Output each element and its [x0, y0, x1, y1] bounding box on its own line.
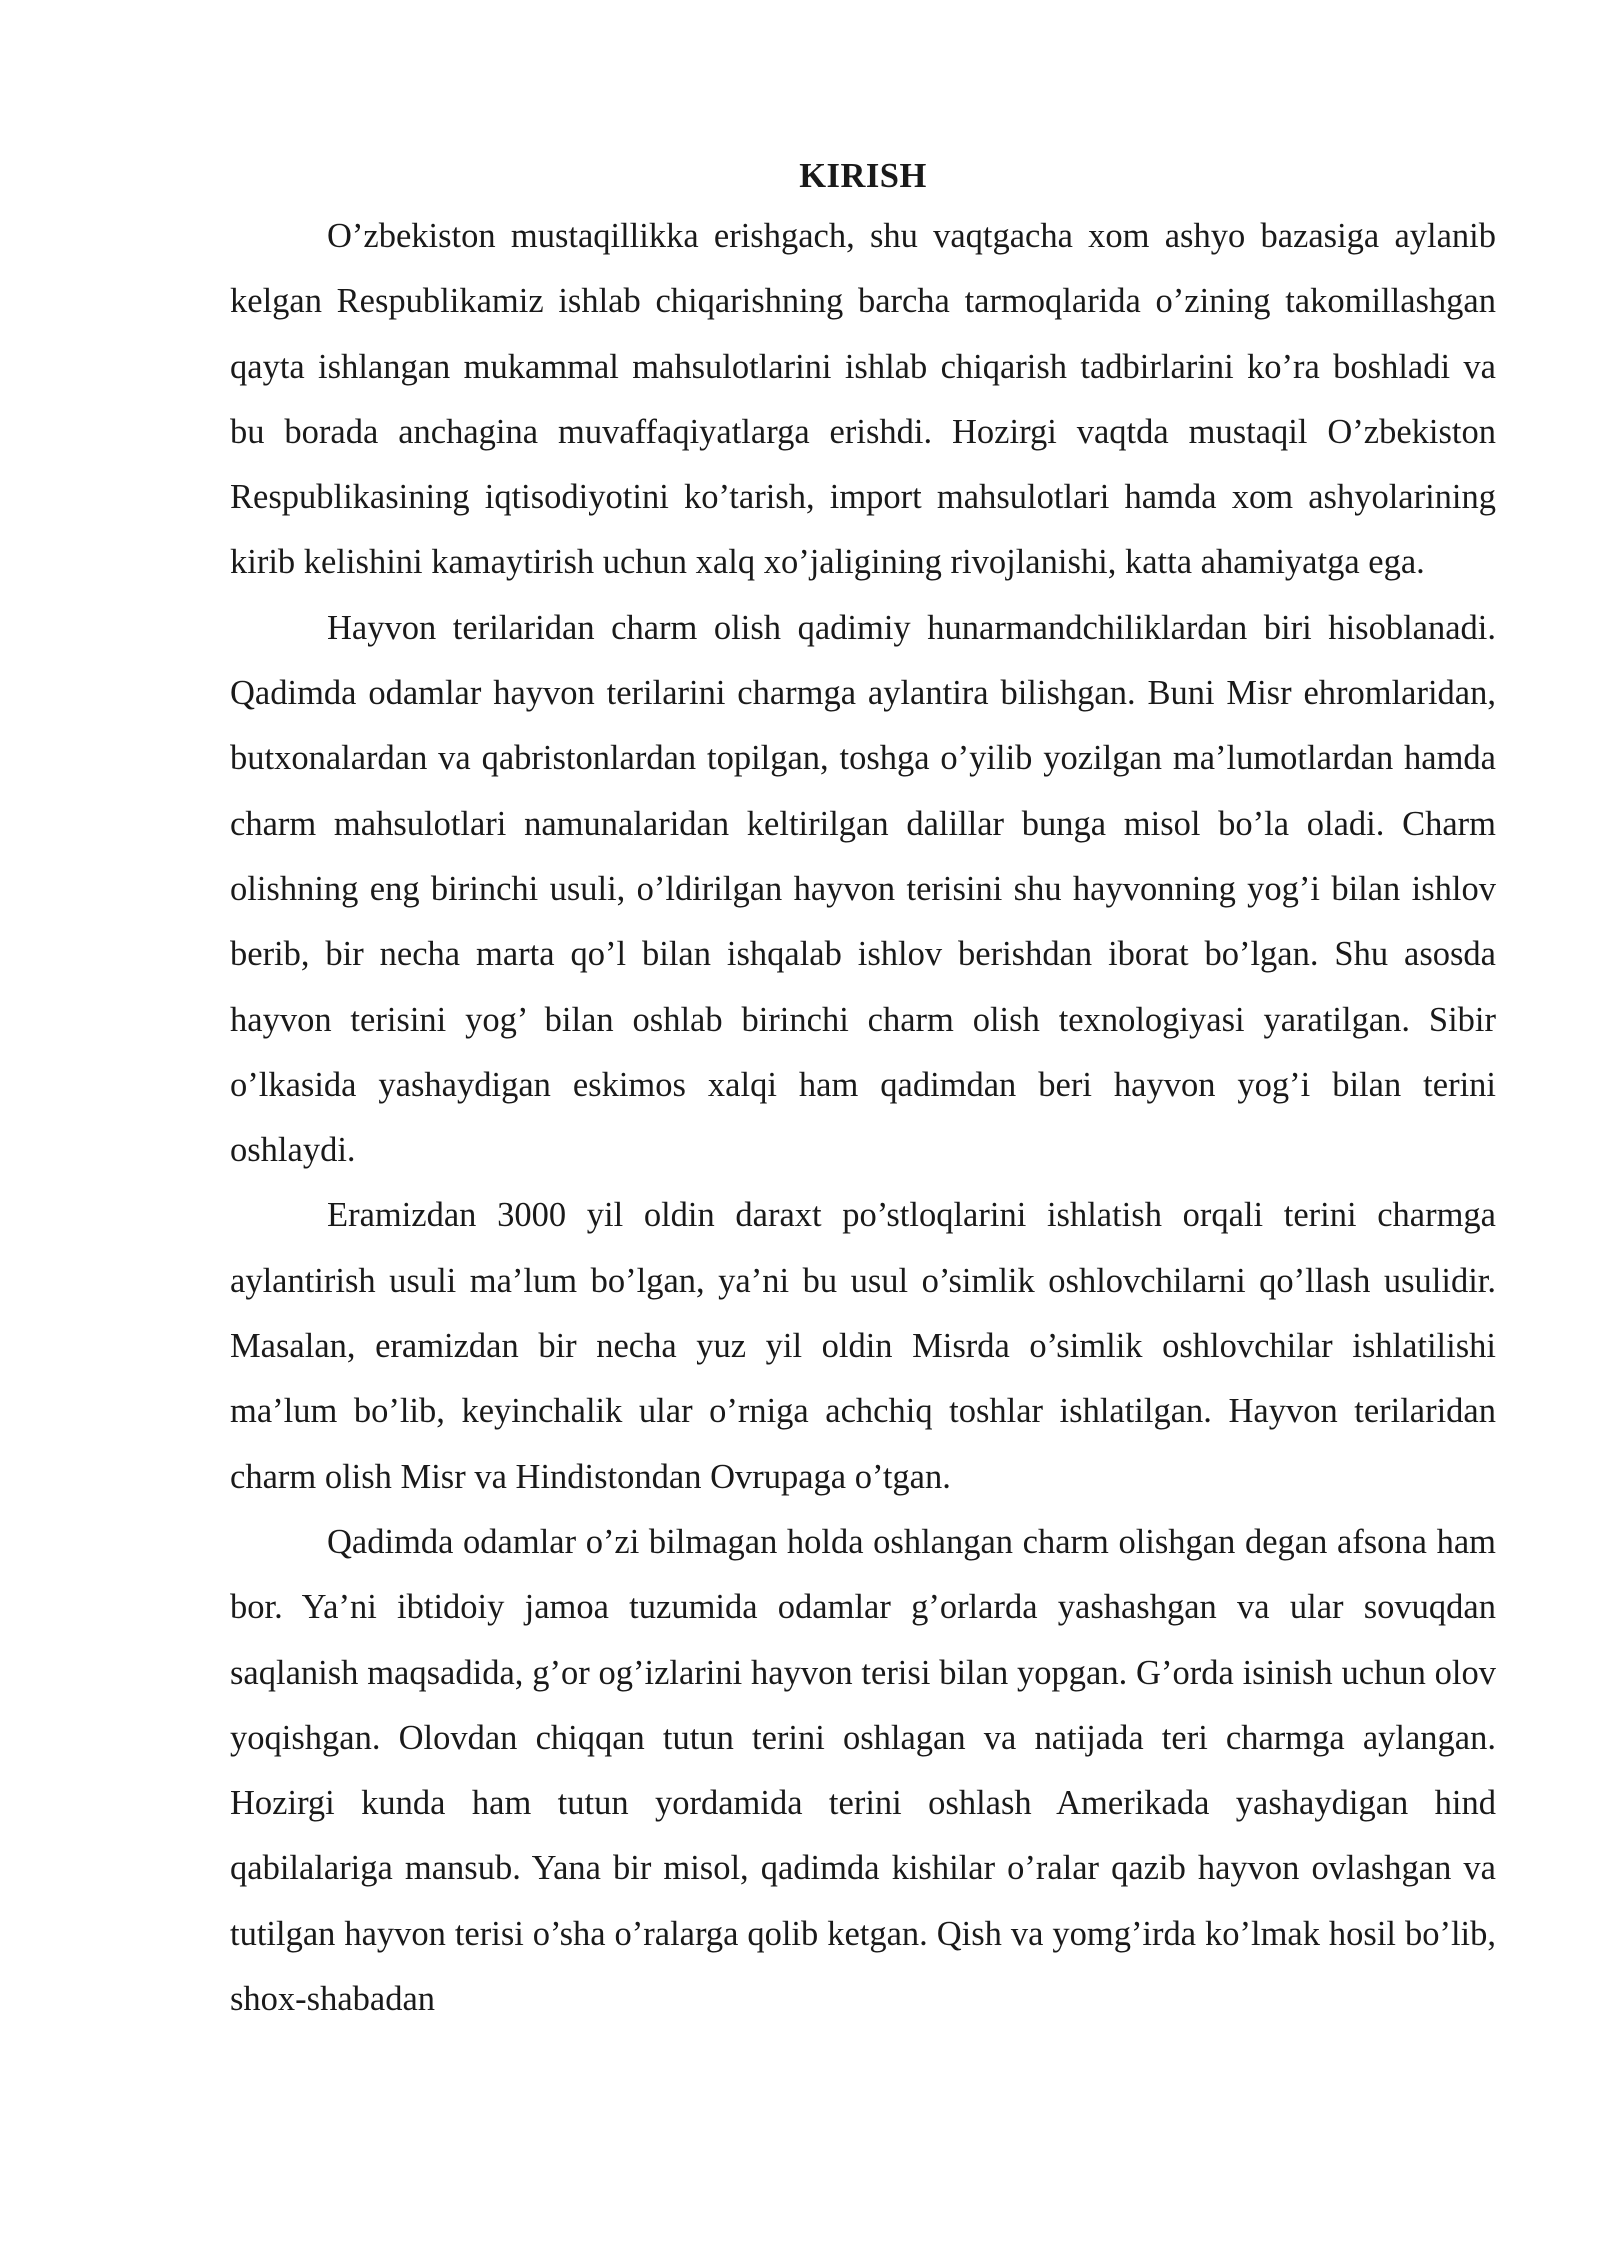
paragraph-1: O’zbekiston mustaqillikka erishgach, shu vaqtgacha xom ashyo bazasiga aylanib kelgan Respublikamiz ishlab chiqarishning barcha tarmoqlarida o’zining takomillashgan qayta ishlangan mukammal mahsulotlarini ishlab chiqarish tadbirlarini ko’ra boshladi va bu borada anchagina muvaffaqiyatlarga erishdi. Hozirgi vaqtda mustaqil O’zbekiston Respublikasining iqtisodiyotini ko’tarish, import mahsulotlari hamda xom ashyolarining kirib kelishini kamaytirish uchun xalq xo’jaligining rivojlanishi, katta ahamiyatga ega.	[230, 217, 1496, 582]
document-body	[230, 148, 1496, 2032]
page-title: KIRISH	[799, 157, 927, 195]
paragraph-4: Qadimda odamlar o’zi bilmagan holda oshlangan charm olishgan degan afsona ham bor. Ya’ni ibtidoiy jamoa tuzumida odamlar g’orlarda yashashgan va ular sovuqdan saqlanish maqsadida, g’or og’izlarini hayvon terisi bilan yopgan. G’orda isinish uchun olov yoqishgan. Olovdan chiqqan tutun terini oshlagan va natijada teri charmga aylangan. Hozirgi kunda ham tutun yordamida terini oshlash Amerikada yashaydigan hind qabilalariga mansub. Yana bir misol, qadimda kishilar o’ralar qazib hayvon ovlashgan va tutilgan hayvon terisi o’sha o’ralarga qolib ketgan. Qish va yomg’irda ko’lmak hosil bo’lib, shox-shabadan	[230, 1522, 1496, 2019]
paragraph-2: Hayvon terilaridan charm olish qadimiy hunarmandchiliklardan biri hisoblanadi. Qadimda odamlar hayvon terilarini charmga aylantira bilishgan. Buni Misr ehromlaridan, butxonalardan va qabristonlardan topilgan, toshga o’yilib yozilgan ma’lumotlardan hamda charm mahsulotlari namunalaridan keltirilgan dalillar bunga misol bo’la oladi. Charm olishning eng birinchi usuli, o’ldirilgan hayvon terisini shu hayvonning yog’i bilan ishlov berib, bir necha marta qo’l bilan ishqalab ishlov berishdan iborat bo’lgan. Shu asosda hayvon terisini yog’ bilan oshlab birinchi charm olish texnologiyasi yaratilgan. Sibir o’lkasida yashaydigan eskimos xalqi ham qadimdan beri hayvon yog’i bilan terini oshlaydi.	[230, 608, 1496, 1170]
paragraph-3: Eramizdan 3000 yil oldin daraxt po’stloqlarini ishlatish orqali terini charmga aylantirish usuli ma’lum bo’lgan, ya’ni bu usul o’simlik oshlovchilarni qo’llash usulidir. Masalan, eramizdan bir necha yuz yil oldin Misrda o’simlik oshlovchilar ishlatilishi ma’lum bo’lib, keyinchalik ular o’rniga achchiq toshlar ishlatilgan. Hayvon terilaridan charm olish Misr va Hindistondan Ovrupaga o’tgan.	[230, 1196, 1496, 1496]
